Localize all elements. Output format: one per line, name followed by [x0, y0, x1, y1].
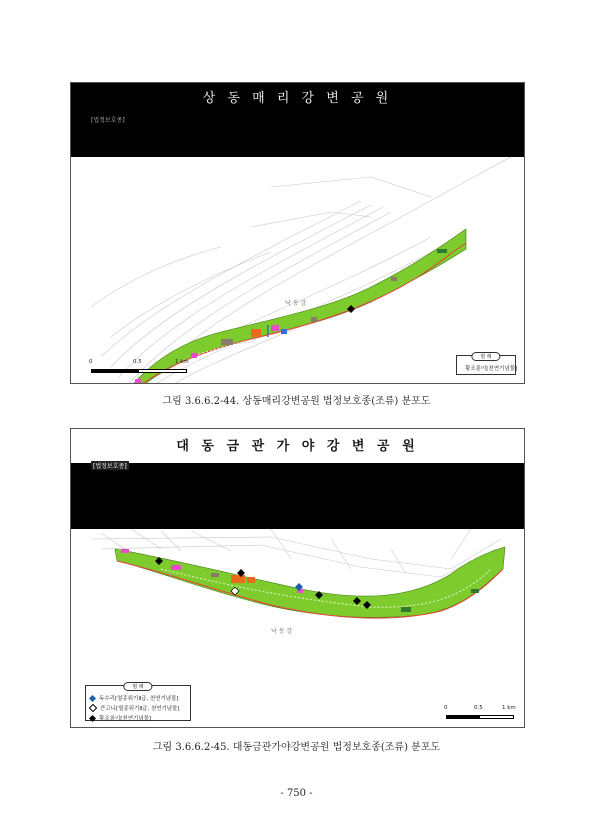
legend-item: 독수리[멸종위기Ⅱ급, 천연기념물] — [90, 694, 186, 702]
map-title: 상 동 매 리 강 변 공 원 — [202, 91, 393, 106]
map-figure-sangdong — [70, 82, 525, 384]
river-label: 낙 동 강 — [271, 628, 293, 635]
park-area — [115, 547, 505, 617]
scale-tick-0: 0 — [444, 705, 448, 711]
facility-area — [135, 379, 141, 383]
facility-area — [267, 325, 269, 337]
map-figure-daedong — [70, 428, 525, 728]
map-header-banner — [71, 83, 524, 157]
facility-area — [247, 577, 255, 583]
facility-area — [281, 329, 287, 334]
facility-area — [391, 277, 397, 281]
diamond-icon — [89, 714, 96, 721]
map-header-banner — [71, 429, 524, 529]
scale-bar-graphic — [446, 715, 514, 719]
map-subtag: [법정보호종] — [93, 463, 127, 470]
map-canvas — [71, 157, 524, 383]
map-subtag: [법정보호종] — [91, 117, 125, 124]
scale-bar — [444, 705, 516, 721]
facility-area — [311, 317, 317, 322]
scale-tick-half: 0.5 — [474, 705, 483, 711]
river-label: 낙 동 강 — [285, 300, 307, 307]
diamond-outline-icon — [89, 704, 97, 712]
facility-area — [191, 353, 197, 358]
scale-bar-graphic — [91, 369, 187, 373]
scale-tick-half: 0.5 — [133, 359, 142, 365]
page-number: - 750 - — [280, 788, 313, 799]
map-legend — [456, 355, 516, 375]
legend-item: 큰고니[멸종위기Ⅱ급, 천연기념물] — [90, 704, 186, 712]
map-legend — [85, 685, 191, 721]
scale-tick-1km: 1 km — [175, 359, 189, 365]
scale-bar — [89, 359, 189, 375]
diamond-icon — [459, 366, 463, 370]
legend-item: 황조롱이[천연기념물] — [90, 714, 186, 722]
facility-area — [471, 589, 479, 593]
facility-area — [221, 339, 233, 345]
facility-area — [171, 565, 181, 570]
facility-area — [251, 329, 261, 337]
facility-area — [401, 607, 411, 612]
facility-area — [437, 249, 447, 253]
facility-area — [211, 573, 219, 577]
legend-heading: 범 례 — [123, 682, 152, 691]
diamond-icon — [89, 694, 96, 701]
legend-heading: 범 례 — [471, 352, 500, 361]
figure-caption: 그림 3.6.6.2-45. 대동금관가야강변공원 법정보호종(조류) 분포도 — [152, 742, 441, 753]
facility-area — [231, 575, 245, 583]
figure-caption: 그림 3.6.6.2-44. 상동매리강변공원 법정보호종(조류) 분포도 — [162, 396, 431, 407]
map-title: 대 동 금 관 가 야 강 변 공 원 — [176, 439, 419, 454]
facility-area — [121, 549, 129, 553]
facility-area — [271, 325, 279, 331]
legend-item: 황조롱이[천연기념물] — [461, 364, 511, 372]
scale-tick-0: 0 — [89, 359, 93, 365]
scale-tick-1km: 1 km — [502, 705, 516, 711]
